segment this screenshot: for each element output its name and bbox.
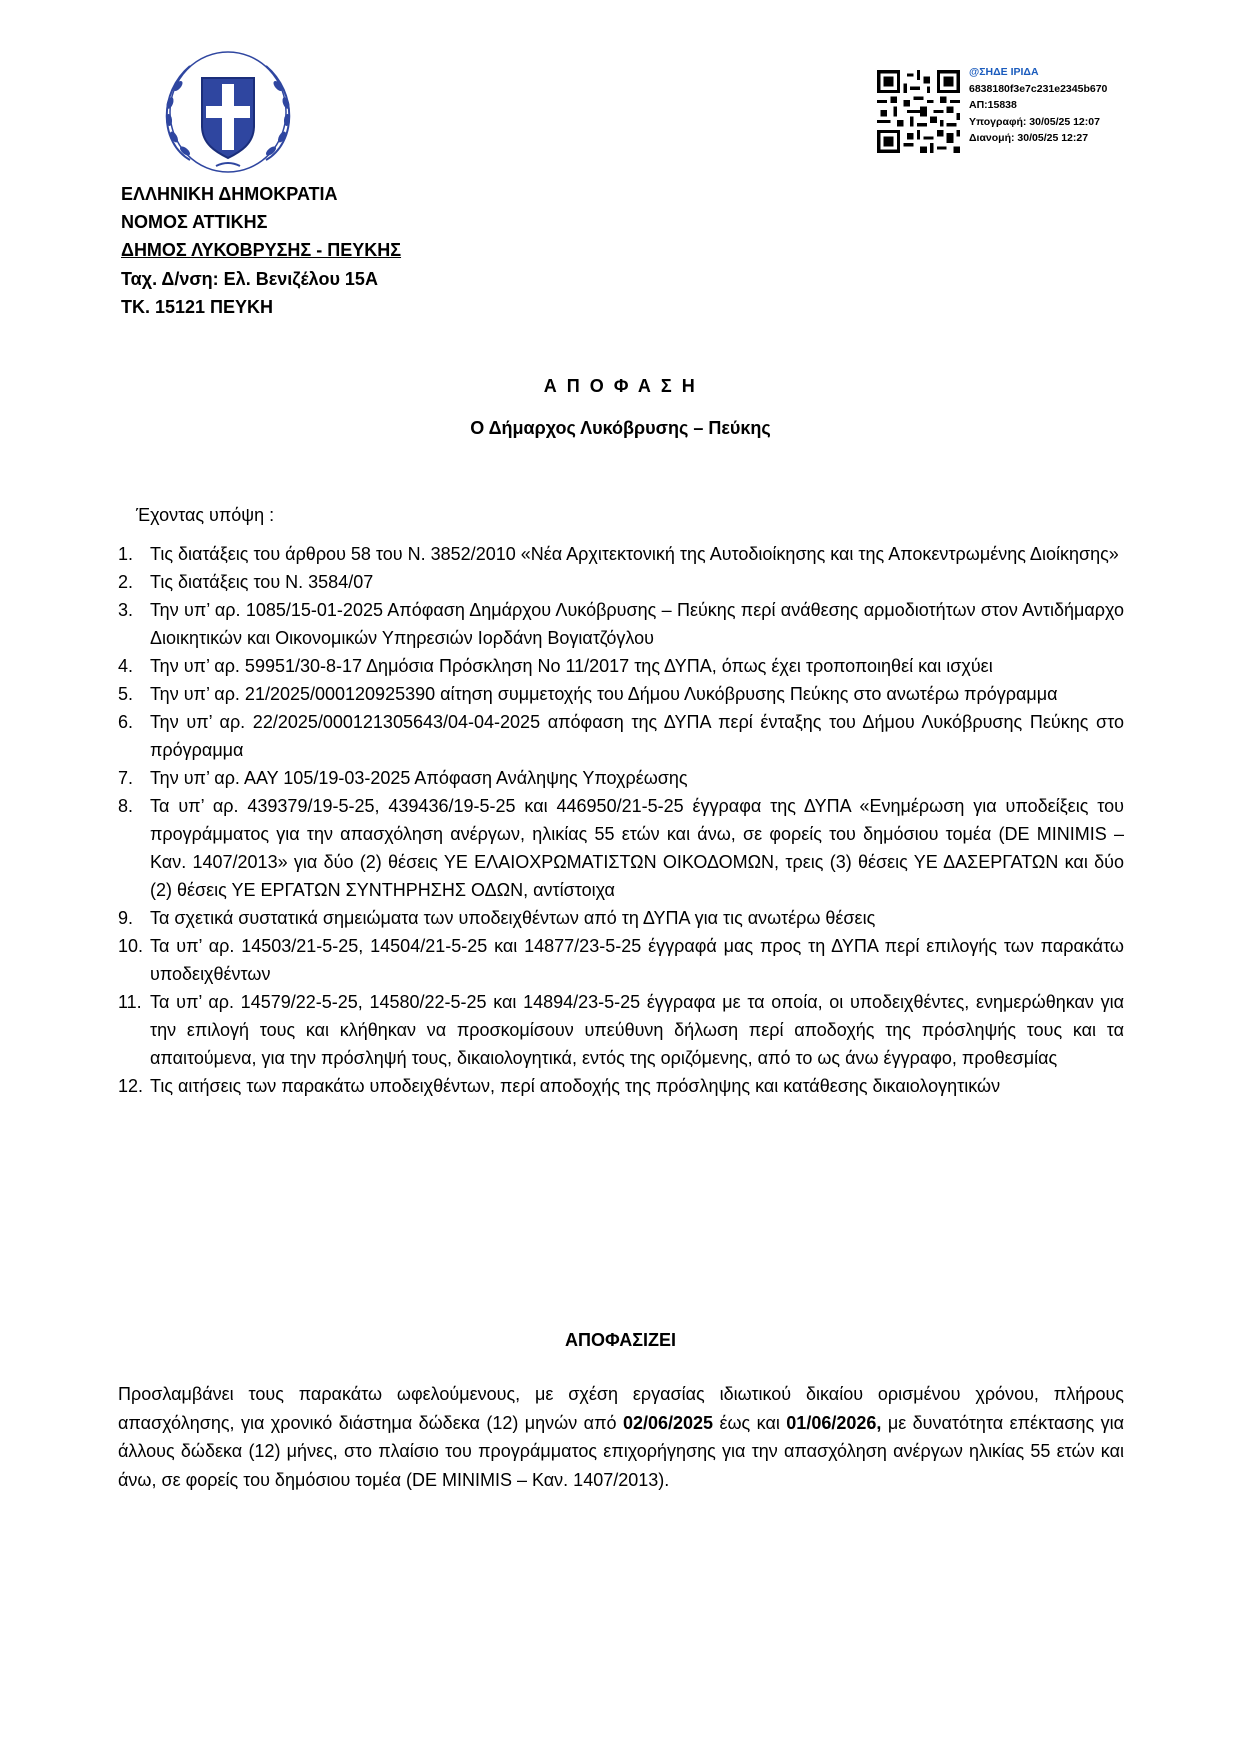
list-item bbox=[118, 1072, 1124, 1100]
item-text: Την υπ’ αρ. ΑΑΥ 105/19-03-2025 Απόφαση Ανάληψης Υποχρέωσης bbox=[150, 768, 688, 788]
header-prefecture: ΝΟΜΟΣ ΑΤΤΙΚΗΣ bbox=[121, 212, 268, 233]
considerations-list bbox=[118, 540, 1124, 1100]
item-number: 1. bbox=[118, 544, 134, 564]
decision-text: έως και bbox=[713, 1412, 787, 1433]
digital-signature-stamp bbox=[877, 64, 1177, 164]
item-text: Την υπ’ αρ. 22/2025/000121305643/04-04-2025 απόφαση της ΔΥΠΑ περί ένταξης του Δήμου Λυκόβρυσης Πεύκης στο πρόγραμμα bbox=[150, 712, 1124, 760]
item-number: 12. bbox=[118, 1076, 144, 1096]
item-text: Την υπ’ αρ. 59951/30-8-17 Δημόσια Πρόσκληση Νο 11/2017 της ΔΥΠΑ, όπως έχει τροποποιηθεί και ισχύει bbox=[150, 656, 993, 676]
stamp-brand: @ΣΗΔΕ ΙΡΙΔΑ bbox=[969, 66, 1039, 78]
issuer-header bbox=[121, 180, 401, 321]
header-postal: ΤΚ. 15121 ΠΕΥΚΗ bbox=[121, 296, 274, 317]
header-address: Ταχ. Δ/νση: Ελ. Βενιζέλου 15Α bbox=[121, 268, 378, 289]
document-subtitle: Ο Δήμαρχος Λυκόβρυσης – Πεύκης bbox=[470, 418, 771, 438]
stamp-protocol: ΑΠ:15838 bbox=[969, 99, 1017, 111]
list-item bbox=[118, 652, 1124, 680]
item-number: 10. bbox=[118, 936, 144, 956]
decision-title: ΑΠΟΦΑΣΙΖΕΙ bbox=[564, 1330, 677, 1350]
item-number: 3. bbox=[118, 600, 134, 620]
stamp-distributed: Διανομή: 30/05/25 12:27 bbox=[969, 132, 1089, 144]
list-item bbox=[118, 904, 1124, 932]
stamp-hash: 6838180f3e7c231e2345b670 bbox=[969, 82, 1108, 95]
item-number: 8. bbox=[118, 796, 134, 816]
item-number: 6. bbox=[118, 712, 134, 732]
list-item bbox=[118, 988, 1124, 1072]
list-item bbox=[118, 708, 1124, 764]
list-item bbox=[118, 680, 1124, 708]
item-number: 7. bbox=[118, 768, 134, 788]
header-country: ΕΛΛΗΝΙΚΗ ΔΗΜΟΚΡΑΤΙΑ bbox=[121, 184, 338, 204]
item-text: Τα υπ’ αρ. 14579/22-5-25, 14580/22-5-25 και 14894/23-5-25 έγγραφα με τα οποία, οι υποδειχθέντες, ενημερώθηκαν για την επιλογή τους και κλήθηκαν να προσκομίσουν υπεύθυνη δήλωση περί αποδοχής της πρόσληψής τους και τα απαιτούμενα, για την πρόσληψή τους, δικαιολογητικά, εντός της οριζόμενης, από το ως άνω έγγραφο, προθεσμίας bbox=[150, 992, 1124, 1068]
item-text: Τις αιτήσεις των παρακάτω υποδειχθέντων, περί αποδοχής της πρόσληψης και κατάθεσης δικαιολογητικών bbox=[150, 1076, 1001, 1096]
item-text: Τα υπ’ αρ. 14503/21-5-25, 14504/21-5-25 και 14877/23-5-25 έγγραφά μας προς τη ΔΥΠΑ περί επιλογής των παρακάτω υποδειχθέντων bbox=[150, 936, 1124, 984]
header-municipality: ΔΗΜΟΣ ΛΥΚΟΒΡΥΣΗΣ - ΠΕΥΚΗΣ bbox=[121, 240, 402, 261]
list-item bbox=[118, 764, 1124, 792]
item-number: 11. bbox=[118, 992, 142, 1012]
list-item bbox=[118, 792, 1124, 904]
item-text: Τις διατάξεις του Ν. 3584/07 bbox=[150, 572, 374, 592]
decision-text: Προσλαμβάνει τους παρακάτω ωφελούμενους, με σχέση εργασίας ιδιωτικού δικαίου ορισμένου χρόνου, πλήρους απασχόλησης, για χρονικό διάστημα δώδεκα (12) μηνών από bbox=[118, 1384, 1124, 1433]
considerations-intro: Έχοντας υπόψη : bbox=[136, 505, 275, 525]
item-number: 5. bbox=[118, 684, 134, 704]
decision-date-from: 02/06/2025 bbox=[622, 1412, 714, 1433]
list-item bbox=[118, 932, 1124, 988]
decision-date-to: 01/06/2026, bbox=[786, 1412, 882, 1433]
greek-emblem-icon bbox=[150, 48, 306, 176]
item-text: Την υπ’ αρ. 21/2025/000120925390 αίτηση συμμετοχής του Δήμου Λυκόβρυσης Πεύκης στο ανωτέρω πρόγραμμα bbox=[150, 684, 1058, 704]
item-text: Τα υπ’ αρ. 439379/19-5-25, 439436/19-5-25 και 446950/21-5-25 έγγραφα της ΔΥΠΑ «Ενημέρωση για υποδείξεις του προγράμματος για την απασχόληση ανέργων, ηλικίας 55 ετών και άνω, σε φορείς του δημόσιου τομέα (DE MINIMIS – Καν. 1407/2013» για δύο (2) θέσεις ΥΕ ΕΛΑΙΟΧΡΩΜΑΤΙΣΤΩΝ ΟΙΚΟΔΟΜΩΝ, τρεις (3) θέσεις ΥΕ ΔΑΣΕΡΓΑΤΩΝ και δύο (2) θέσεις ΥΕ ΕΡΓΑΤΩΝ ΣΥΝΤΗΡΗΣΗΣ ΟΔΩΝ, αντίστοιχα bbox=[150, 796, 1124, 900]
item-number: 4. bbox=[118, 656, 134, 676]
qr-code-icon bbox=[877, 70, 960, 153]
list-item bbox=[118, 568, 1124, 596]
document-title: Α Π Ο Φ Α Σ Η bbox=[543, 376, 698, 396]
decision-paragraph bbox=[118, 1380, 1124, 1494]
item-text: Την υπ’ αρ. 1085/15-01-2025 Απόφαση Δημάρχου Λυκόβρυσης – Πεύκης περί ανάθεσης αρμοδιοτήτων στον Αντιδήμαρχο Διοικητικών και Οικονομικών Υπηρεσιών Ιορδάνη Βογιατζόγλου bbox=[150, 600, 1124, 648]
item-number: 9. bbox=[118, 908, 134, 928]
list-item bbox=[118, 540, 1124, 568]
item-text: Τα σχετικά συστατικά σημειώματα των υποδειχθέντων από τη ΔΥΠΑ για τις ανωτέρω θέσεις bbox=[150, 908, 876, 928]
item-number: 2. bbox=[118, 572, 134, 592]
decision-text: με δυνατότητα επέκτασης για άλλους δώδεκα (12) μήνες, στο πλαίσιο του προγράμματος επιχορήγησης για την απασχόληση ανέργων ηλικίας 55 ετών και άνω, σε φορείς του δημόσιου τομέα (DE MINIMIS – Καν. 1407/2013). bbox=[118, 1412, 1124, 1490]
item-text: Τις διατάξεις του άρθρου 58 του Ν. 3852/2010 «Νέα Αρχιτεκτονική της Αυτοδιοίκησης και της Αποκεντρωμένης Διοίκησης» bbox=[150, 544, 1119, 564]
stamp-signed: Υπογραφή: 30/05/25 12:07 bbox=[969, 115, 1100, 128]
list-item bbox=[118, 596, 1124, 652]
